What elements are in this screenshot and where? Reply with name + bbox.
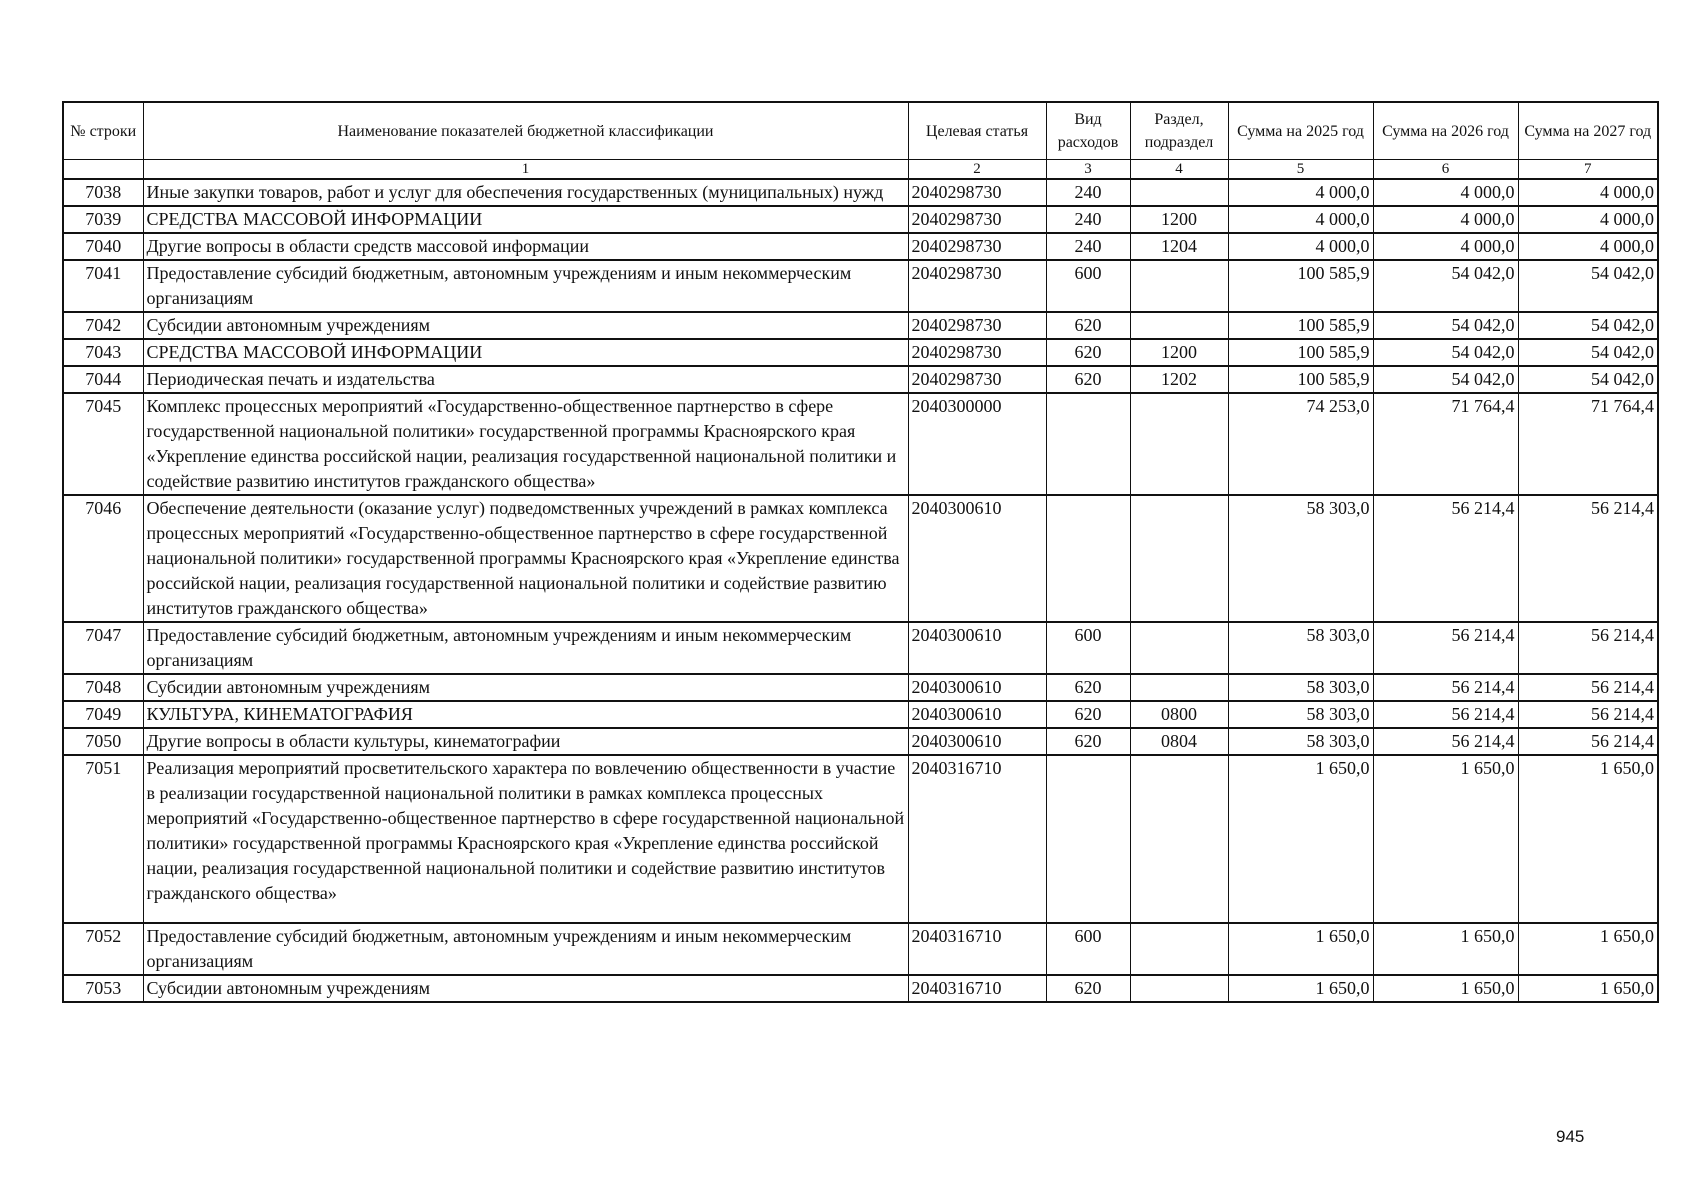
row-number: 7044 — [63, 366, 143, 393]
header-sum-2026: Сумма на 2026 год — [1373, 102, 1518, 160]
column-number: 6 — [1373, 160, 1518, 180]
target-article: 2040298730 — [908, 233, 1046, 260]
sum-2026: 4 000,0 — [1373, 179, 1518, 206]
column-number: 1 — [143, 160, 908, 180]
table-body — [63, 179, 1658, 1002]
column-number: 5 — [1228, 160, 1373, 180]
table-row — [63, 393, 1658, 495]
row-number: 7039 — [63, 206, 143, 233]
sum-2026: 1 650,0 — [1373, 923, 1518, 975]
sum-2025: 100 585,9 — [1228, 339, 1373, 366]
target-article: 2040300610 — [908, 701, 1046, 728]
section-code — [1130, 923, 1228, 975]
indicator-name: СРЕДСТВА МАССОВОЙ ИНФОРМАЦИИ — [143, 206, 908, 233]
sum-2027: 54 042,0 — [1518, 312, 1658, 339]
sum-2027: 1 650,0 — [1518, 975, 1658, 1002]
indicator-name: Реализация мероприятий просветительского характера по вовлечению общественности в участие в реализации государственной национальной политики в рамках комплекса процессных мероприятий «Государственно-общественное партнерство в сфере государственной национальной политики» государственной программы Красноярского края «Укрепление единства российской нации, реализация государственной национальной политики и содействие развитию институтов гражданского общества» — [143, 755, 908, 923]
sum-2027: 56 214,4 — [1518, 728, 1658, 755]
budget-table — [62, 101, 1659, 1003]
sum-2026: 54 042,0 — [1373, 339, 1518, 366]
sum-2025: 58 303,0 — [1228, 728, 1373, 755]
section-code: 1200 — [1130, 206, 1228, 233]
sum-2026: 56 214,4 — [1373, 701, 1518, 728]
sum-2025: 58 303,0 — [1228, 495, 1373, 622]
column-number: 3 — [1046, 160, 1130, 180]
table-row — [63, 260, 1658, 312]
section-code — [1130, 674, 1228, 701]
page-number: 945 — [1556, 1127, 1585, 1146]
sum-2027: 4 000,0 — [1518, 233, 1658, 260]
row-number: 7051 — [63, 755, 143, 923]
sum-2027: 71 764,4 — [1518, 393, 1658, 495]
row-number: 7050 — [63, 728, 143, 755]
section-code — [1130, 622, 1228, 674]
section-code: 0804 — [1130, 728, 1228, 755]
sum-2025: 58 303,0 — [1228, 674, 1373, 701]
expense-type — [1046, 495, 1130, 622]
table-row — [63, 233, 1658, 260]
row-number: 7042 — [63, 312, 143, 339]
header-row-number: № строки — [63, 102, 143, 160]
expense-type: 600 — [1046, 622, 1130, 674]
sum-2027: 54 042,0 — [1518, 366, 1658, 393]
table-row — [63, 179, 1658, 206]
expense-type: 600 — [1046, 260, 1130, 312]
target-article: 2040298730 — [908, 260, 1046, 312]
sum-2025: 1 650,0 — [1228, 975, 1373, 1002]
expense-type: 620 — [1046, 366, 1130, 393]
sum-2026: 4 000,0 — [1373, 206, 1518, 233]
target-article: 2040316710 — [908, 923, 1046, 975]
column-number — [63, 160, 143, 180]
header-target-article: Целевая статья — [908, 102, 1046, 160]
sum-2027: 1 650,0 — [1518, 755, 1658, 923]
sum-2026: 71 764,4 — [1373, 393, 1518, 495]
row-number: 7046 — [63, 495, 143, 622]
section-code — [1130, 975, 1228, 1002]
indicator-name: Иные закупки товаров, работ и услуг для обеспечения государственных (муниципальных) нужд — [143, 179, 908, 206]
sum-2026: 56 214,4 — [1373, 728, 1518, 755]
section-code: 0800 — [1130, 701, 1228, 728]
table-row — [63, 728, 1658, 755]
section-code — [1130, 393, 1228, 495]
sum-2025: 100 585,9 — [1228, 260, 1373, 312]
section-code: 1200 — [1130, 339, 1228, 366]
sum-2025: 100 585,9 — [1228, 312, 1373, 339]
sum-2026: 56 214,4 — [1373, 495, 1518, 622]
row-number: 7048 — [63, 674, 143, 701]
indicator-name: Субсидии автономным учреждениям — [143, 975, 908, 1002]
sum-2027: 56 214,4 — [1518, 495, 1658, 622]
table-row — [63, 206, 1658, 233]
sum-2025: 74 253,0 — [1228, 393, 1373, 495]
header-expense-type: Вид расходов — [1046, 102, 1130, 160]
sum-2025: 1 650,0 — [1228, 923, 1373, 975]
header-name: Наименование показателей бюджетной классификации — [143, 102, 908, 160]
sum-2025: 4 000,0 — [1228, 233, 1373, 260]
indicator-name: Обеспечение деятельности (оказание услуг) подведомственных учреждений в рамках комплекса процессных мероприятий «Государственно-общественное партнерство в сфере государственной национальной политики» государственной программы Красноярского края «Укрепление единства российской нации, реализация государственной национальной политики и содействие развитию институтов гражданского общества» — [143, 495, 908, 622]
row-number: 7052 — [63, 923, 143, 975]
row-number: 7053 — [63, 975, 143, 1002]
table-row — [63, 701, 1658, 728]
sum-2027: 4 000,0 — [1518, 179, 1658, 206]
sum-2026: 56 214,4 — [1373, 674, 1518, 701]
indicator-name: Субсидии автономным учреждениям — [143, 312, 908, 339]
indicator-name: СРЕДСТВА МАССОВОЙ ИНФОРМАЦИИ — [143, 339, 908, 366]
sum-2027: 4 000,0 — [1518, 206, 1658, 233]
expense-type: 620 — [1046, 674, 1130, 701]
target-article: 2040298730 — [908, 179, 1046, 206]
table-row — [63, 495, 1658, 622]
table-row — [63, 312, 1658, 339]
table-row — [63, 923, 1658, 975]
target-article: 2040300610 — [908, 674, 1046, 701]
table-row — [63, 339, 1658, 366]
header-row — [63, 102, 1658, 160]
expense-type: 600 — [1046, 923, 1130, 975]
indicator-name: Предоставление субсидий бюджетным, автономным учреждениям и иным некоммерческим организациям — [143, 260, 908, 312]
target-article: 2040316710 — [908, 975, 1046, 1002]
table-row — [63, 975, 1658, 1002]
table-row — [63, 674, 1658, 701]
indicator-name: Комплекс процессных мероприятий «Государственно-общественное партнерство в сфере государственной национальной политики» государственной программы Красноярского края «Укрепление единства российской нации, реализация государственной национальной политики и содействие развитию институтов гражданского общества» — [143, 393, 908, 495]
target-article: 2040300610 — [908, 622, 1046, 674]
sum-2025: 100 585,9 — [1228, 366, 1373, 393]
sum-2025: 1 650,0 — [1228, 755, 1373, 923]
sum-2027: 1 650,0 — [1518, 923, 1658, 975]
table-row — [63, 366, 1658, 393]
sum-2026: 1 650,0 — [1373, 755, 1518, 923]
expense-type: 620 — [1046, 339, 1130, 366]
expense-type — [1046, 755, 1130, 923]
row-number: 7038 — [63, 179, 143, 206]
expense-type: 620 — [1046, 975, 1130, 1002]
section-code — [1130, 312, 1228, 339]
target-article: 2040298730 — [908, 206, 1046, 233]
sum-2026: 56 214,4 — [1373, 622, 1518, 674]
target-article: 2040298730 — [908, 339, 1046, 366]
sum-2027: 54 042,0 — [1518, 260, 1658, 312]
header-section: Раздел, подраздел — [1130, 102, 1228, 160]
target-article: 2040300610 — [908, 495, 1046, 622]
column-numbers-row — [63, 160, 1658, 180]
section-code — [1130, 495, 1228, 622]
expense-type: 240 — [1046, 233, 1130, 260]
table-header — [63, 102, 1658, 179]
sum-2027: 56 214,4 — [1518, 674, 1658, 701]
row-number: 7041 — [63, 260, 143, 312]
sum-2027: 54 042,0 — [1518, 339, 1658, 366]
sum-2027: 56 214,4 — [1518, 701, 1658, 728]
indicator-name: Субсидии автономным учреждениям — [143, 674, 908, 701]
expense-type: 620 — [1046, 728, 1130, 755]
header-sum-2025: Сумма на 2025 год — [1228, 102, 1373, 160]
section-code: 1204 — [1130, 233, 1228, 260]
sum-2025: 58 303,0 — [1228, 622, 1373, 674]
section-code — [1130, 179, 1228, 206]
indicator-name: Периодическая печать и издательства — [143, 366, 908, 393]
target-article: 2040300610 — [908, 728, 1046, 755]
expense-type: 620 — [1046, 312, 1130, 339]
sum-2025: 4 000,0 — [1228, 179, 1373, 206]
column-number: 2 — [908, 160, 1046, 180]
column-number: 4 — [1130, 160, 1228, 180]
expense-type: 620 — [1046, 701, 1130, 728]
table-row — [63, 755, 1658, 923]
sum-2025: 58 303,0 — [1228, 701, 1373, 728]
indicator-name: Другие вопросы в области средств массовой информации — [143, 233, 908, 260]
target-article: 2040316710 — [908, 755, 1046, 923]
expense-type: 240 — [1046, 179, 1130, 206]
row-number: 7040 — [63, 233, 143, 260]
column-number: 7 — [1518, 160, 1658, 180]
row-number: 7047 — [63, 622, 143, 674]
section-code: 1202 — [1130, 366, 1228, 393]
indicator-name: Предоставление субсидий бюджетным, автономным учреждениям и иным некоммерческим организациям — [143, 923, 908, 975]
sum-2026: 54 042,0 — [1373, 366, 1518, 393]
expense-type — [1046, 393, 1130, 495]
sum-2026: 54 042,0 — [1373, 312, 1518, 339]
row-number: 7045 — [63, 393, 143, 495]
row-number: 7049 — [63, 701, 143, 728]
target-article: 2040300000 — [908, 393, 1046, 495]
indicator-name: Предоставление субсидий бюджетным, автономным учреждениям и иным некоммерческим организациям — [143, 622, 908, 674]
indicator-name: КУЛЬТУРА, КИНЕМАТОГРАФИЯ — [143, 701, 908, 728]
sum-2026: 1 650,0 — [1373, 975, 1518, 1002]
sum-2027: 56 214,4 — [1518, 622, 1658, 674]
header-sum-2027: Сумма на 2027 год — [1518, 102, 1658, 160]
sum-2025: 4 000,0 — [1228, 206, 1373, 233]
section-code — [1130, 260, 1228, 312]
sum-2026: 4 000,0 — [1373, 233, 1518, 260]
indicator-name: Другие вопросы в области культуры, кинематографии — [143, 728, 908, 755]
section-code — [1130, 755, 1228, 923]
sum-2026: 54 042,0 — [1373, 260, 1518, 312]
table-row — [63, 622, 1658, 674]
expense-type: 240 — [1046, 206, 1130, 233]
row-number: 7043 — [63, 339, 143, 366]
target-article: 2040298730 — [908, 366, 1046, 393]
target-article: 2040298730 — [908, 312, 1046, 339]
